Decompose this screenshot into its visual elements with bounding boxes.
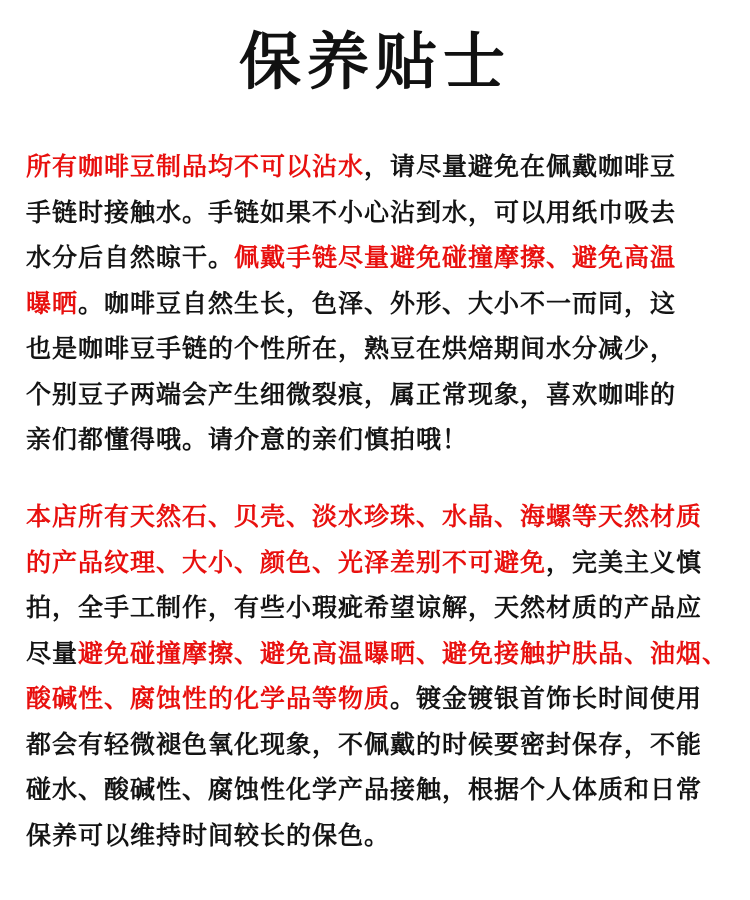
body-text: 也是咖啡豆手链的个性所在，熟豆在烘焙期间水分减少， bbox=[26, 334, 677, 363]
body-text: 尽量 bbox=[26, 638, 79, 668]
body-text: 水分后自然晾干。 bbox=[26, 243, 235, 272]
highlighted-text: 曝晒 bbox=[26, 288, 79, 318]
body-text: 手链时接触水。手链如果不小心沾到水，可以用纸巾吸去 bbox=[26, 197, 677, 227]
text-line bbox=[26, 494, 730, 540]
body-text: 保养可以维持时间较长的保色。 bbox=[26, 820, 391, 850]
text-line bbox=[26, 676, 730, 722]
body-text: 碰水、酸碱性、腐蚀性化学产品接触，根据个人体质和日常 bbox=[26, 775, 703, 804]
highlighted-text: 的产品纹理、大小、颜色、光泽差别不可避免 bbox=[26, 547, 547, 577]
care-paragraph-coffee-bean bbox=[26, 144, 730, 463]
text-line bbox=[26, 144, 730, 190]
body-text: 。咖啡豆自然生长，色泽、外形、大小不一而同，这 bbox=[78, 288, 677, 318]
text-line bbox=[26, 813, 730, 859]
body-text: ，完美主义慎 bbox=[546, 547, 703, 577]
text-line bbox=[26, 767, 730, 813]
body-text: 都会有轻微褪色氧化现象，不佩戴的时候要密封保存，不能 bbox=[26, 729, 703, 759]
text-line bbox=[26, 631, 730, 677]
highlighted-text: 所有咖啡豆制品均不可以沾水 bbox=[26, 152, 365, 181]
body-text: 拍，全手工制作，有些小瑕疵希望谅解，天然材质的产品应 bbox=[26, 593, 703, 622]
highlighted-text: 本店所有天然石、贝壳、淡水珍珠、水晶、海螺等天然材质 bbox=[26, 502, 703, 531]
text-line bbox=[26, 417, 730, 463]
body-text: 个别豆子两端会产生细微裂痕，属正常现象，喜欢咖啡的 bbox=[26, 379, 677, 409]
text-line bbox=[26, 235, 730, 281]
text-line bbox=[26, 326, 730, 372]
body-text: 。镀金镀银首饰长时间使用 bbox=[390, 684, 703, 713]
page-title: 保养贴士 bbox=[238, 25, 511, 98]
text-line bbox=[26, 190, 730, 236]
text-line bbox=[26, 722, 730, 768]
text-line bbox=[26, 585, 730, 631]
highlighted-text: 酸碱性、腐蚀性的化学品等物质 bbox=[26, 684, 391, 713]
body-text: ，请尽量避免在佩戴咖啡豆 bbox=[364, 152, 677, 181]
care-paragraph-natural-materials bbox=[26, 494, 730, 858]
highlighted-text: 佩戴手链尽量避免碰撞摩擦、避免高温 bbox=[234, 243, 677, 272]
text-line bbox=[26, 540, 730, 586]
highlighted-text: 避免碰撞摩擦、避免高温曝晒、避免接触护肤品、油烟、 bbox=[78, 638, 729, 668]
text-line bbox=[26, 281, 730, 327]
text-line bbox=[26, 372, 730, 418]
body-text: 亲们都懂得哦。请介意的亲们慎拍哦！ bbox=[26, 425, 469, 454]
